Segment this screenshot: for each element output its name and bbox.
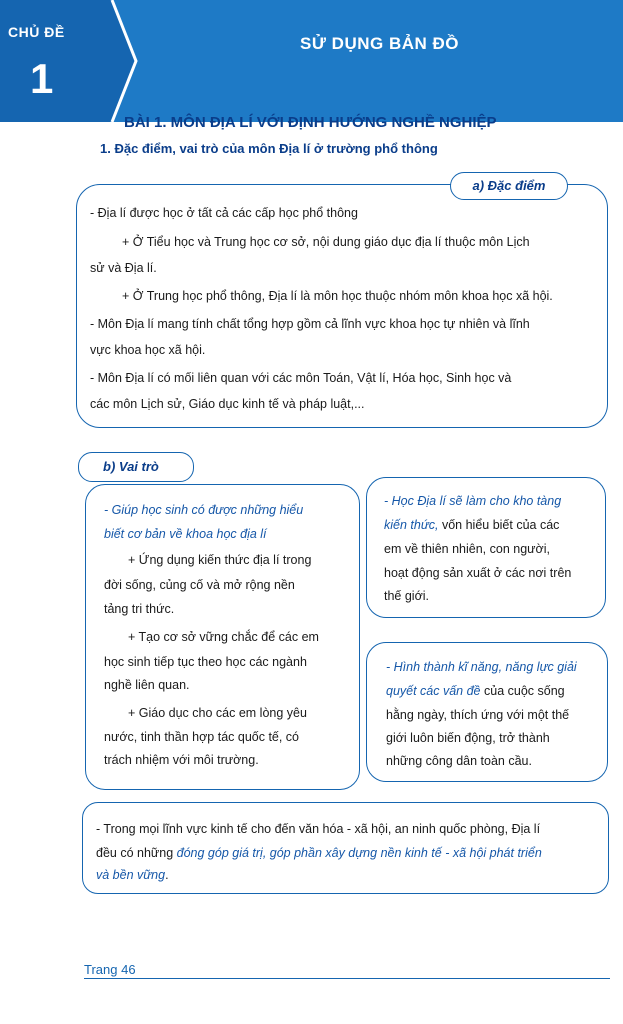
role-right-bottom-line: - Hình thành kĩ năng, năng lực giải: [386, 660, 577, 674]
chapter-number: 1: [30, 55, 54, 102]
role-left-line: nghề liên quan.: [104, 678, 190, 692]
role-left-line: + Ứng dụng kiến thức địa lí trong: [128, 553, 312, 567]
chevron-arrow-icon: [0, 0, 623, 122]
summary-highlight-end: và bền vững: [96, 868, 166, 882]
role-right-top-line: [384, 512, 559, 538]
summary-line-1: - Trong mọi lĩnh vực kinh tế cho đến văn hóa - xã hội, an ninh quốc phòng, Địa lí: [96, 822, 541, 836]
role-left-line: học sinh tiếp tục theo học các ngành: [104, 655, 307, 669]
role-tag: b) Vai trò: [78, 452, 194, 482]
role-left-line: + Tạo cơ sở vững chắc để các em: [128, 630, 319, 644]
topic-title: SỬ DỤNG BẢN ĐỒ: [300, 34, 459, 53]
role-right-bottom-line: giới luôn biến động, trở thành: [386, 731, 550, 745]
role-left-line: tảng tri thức.: [104, 602, 175, 616]
role-right-top-highlight: kiến thức,: [384, 518, 439, 532]
footer-divider: [84, 978, 610, 979]
lesson-title: BÀI 1. MÔN ĐỊA LÍ VỚI ĐỊNH HƯỚNG NGHỀ NGHIỆP: [124, 114, 497, 131]
chapter-header: [0, 0, 623, 122]
role-left-line: biết cơ bản về khoa học địa lí: [104, 527, 267, 541]
role-left-line: trách nhiệm với môi trường.: [104, 753, 259, 767]
role-right-top-line: - Học Địa lí sẽ làm cho kho tàng: [384, 494, 562, 508]
characteristics-line: - Môn Địa lí có mối liên quan với các môn Toán, Vật lí, Hóa học, Sinh học và: [90, 371, 512, 385]
role-right-top-line: hoạt động sản xuất ở các nơi trên: [384, 566, 572, 580]
characteristics-line: - Môn Địa lí mang tính chất tổng hợp gồm cả lĩnh vực khoa học tự nhiên và lĩnh: [90, 317, 530, 331]
section-title: 1. Đặc điểm, vai trò của môn Địa lí ở trường phổ thông: [100, 141, 438, 156]
characteristics-line: + Ở Tiểu học và Trung học cơ sở, nội dung giáo dục địa lí thuộc môn Lịch: [122, 235, 530, 249]
characteristics-line: - Địa lí được học ở tất cả các cấp học phổ thông: [90, 206, 358, 220]
role-right-bottom-line: [386, 678, 565, 704]
summary-period: .: [165, 868, 169, 882]
page-number: Trang 46: [84, 962, 136, 977]
role-right-bottom-line: những công dân toàn cầu.: [386, 754, 532, 768]
chapter-label: CHỦ ĐỀ: [8, 24, 65, 40]
role-right-top-line: em về thiên nhiên, con người,: [384, 542, 550, 556]
role-right-top-rest: vốn hiểu biết của các: [438, 518, 560, 532]
characteristics-line: sử và Địa lí.: [90, 261, 157, 275]
summary-highlight: đóng góp giá trị, góp phần xây dựng nền kinh tế - xã hội phát triển: [176, 846, 542, 860]
characteristics-tag: a) Đặc điểm: [450, 172, 568, 200]
role-right-top-line: thế giới.: [384, 589, 430, 603]
role-left-line: đời sống, củng cố và mở rộng nền: [104, 578, 295, 592]
summary-line-3: [96, 862, 169, 888]
characteristics-line: các môn Lịch sử, Giáo dục kinh tế và pháp luật,...: [90, 397, 365, 411]
role-right-bottom-line: hằng ngày, thích ứng với một thế: [386, 708, 570, 722]
role-right-bottom-highlight: quyết các vấn đề: [386, 684, 481, 698]
role-left-line: - Giúp học sinh có được những hiểu: [104, 503, 304, 517]
characteristics-line: + Ở Trung học phổ thông, Địa lí là môn học thuộc nhóm môn khoa học xã hội.: [122, 289, 553, 303]
role-right-bottom-rest: của cuộc sống: [480, 684, 565, 698]
role-left-line: + Giáo dục cho các em lòng yêu: [128, 706, 307, 720]
role-left-line: nước, tinh thần hợp tác quốc tế, có: [104, 730, 300, 744]
summary-plain: đều có những: [96, 846, 177, 860]
characteristics-line: vực khoa học xã hội.: [90, 343, 206, 357]
